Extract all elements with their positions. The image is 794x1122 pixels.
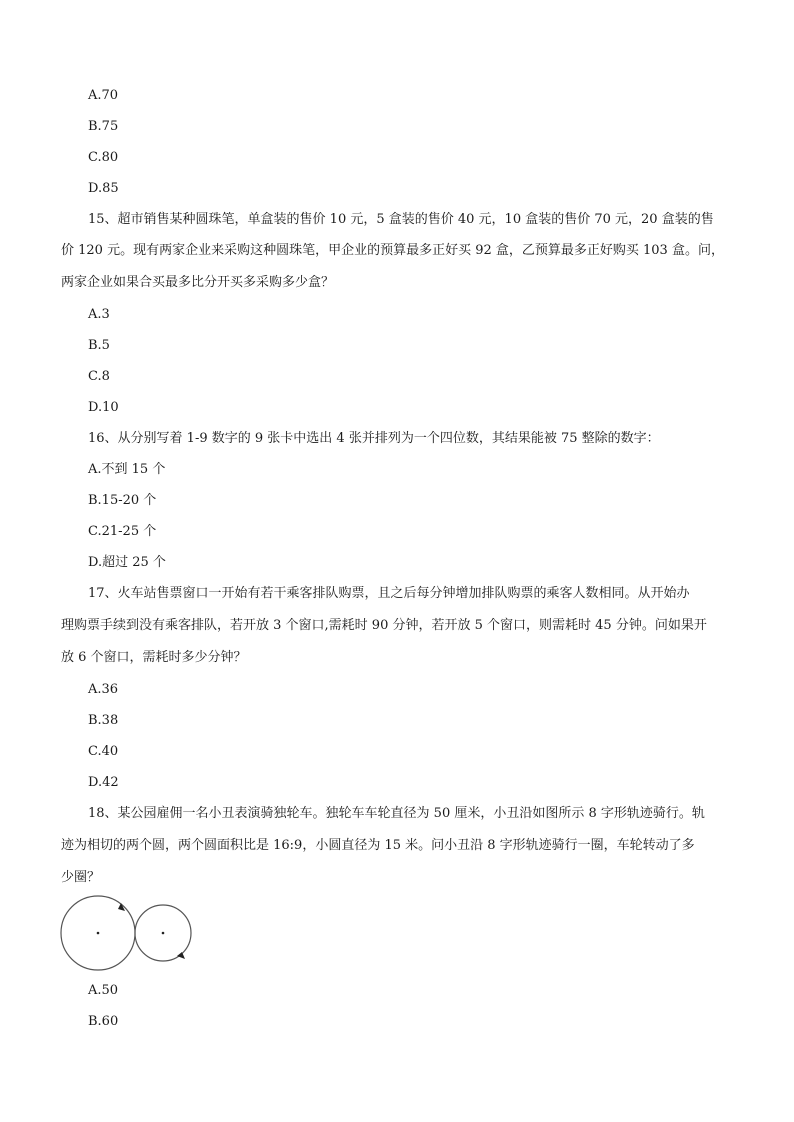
q15-stem-line-2: 价 120 元。现有两家企业来采购这种圆珠笔，甲企业的预算最多正好买 92 盒，乙预算最多正好购买 103 盒。问， xyxy=(61,243,724,258)
q15-stem-line-3: 两家企业如果合买最多比分开买多采购多少盒？ xyxy=(61,275,335,290)
q18-stem-line-2: 迹为相切的两个圆，两个圆面积比是 16:9，小圆直径为 15 米。问小丑沿 8 字形轨迹骑行一圈，车轮转动了多 xyxy=(61,838,695,853)
q14-option-a: A.70 xyxy=(88,88,119,103)
q16-option-d: D.超过 25 个 xyxy=(88,555,166,570)
q17-stem-line-1: 17、火车站售票窗口一开始有若干乘客排队购票，且之后每分钟增加排队购票的乘客人数相同。从开始办 xyxy=(88,586,690,601)
q18-option-a: A.50 xyxy=(88,983,119,998)
q15-option-a: A.3 xyxy=(88,307,110,322)
q17-option-d: D.42 xyxy=(88,775,119,790)
q14-option-c: C.80 xyxy=(88,150,119,165)
q16-stem-line-1: 16、从分别写着 1-9 数字的 9 张卡中选出 4 张并排列为一个四位数，其结果能被 75 整除的数字： xyxy=(88,431,660,446)
small-circle-center xyxy=(162,932,165,935)
q18-option-b: B.60 xyxy=(88,1014,119,1029)
q17-option-a: A.36 xyxy=(88,682,119,697)
q18-stem-line-3: 少圈？ xyxy=(61,870,101,885)
large-circle-center xyxy=(97,932,100,935)
direction-arrow-icon xyxy=(177,952,185,959)
q16-option-b: B.15-20 个 xyxy=(88,493,157,508)
q18-stem-line-1: 18、某公园雇佣一名小丑表演骑独轮车。独轮车车轮直径为 50 厘米，小丑沿如图所示 8 字形轨迹骑行。轨 xyxy=(88,806,705,821)
q14-option-b: B.75 xyxy=(88,119,119,134)
q17-option-b: B.38 xyxy=(88,713,119,728)
q14-option-d: D.85 xyxy=(88,181,119,196)
q15-option-d: D.10 xyxy=(88,400,119,415)
q17-option-c: C.40 xyxy=(88,744,119,759)
figure-eight-track-diagram xyxy=(60,893,200,975)
q15-option-c: C.8 xyxy=(88,369,110,384)
q17-stem-line-2: 理购票手续到没有乘客排队，若开放 3 个窗口,需耗时 90 分钟，若开放 5 个窗口，则需耗时 45 分钟。问如果开 xyxy=(61,618,707,633)
q15-option-b: B.5 xyxy=(88,338,110,353)
q16-option-a: A.不到 15 个 xyxy=(88,462,166,477)
q15-stem-line-1: 15、超市销售某种圆珠笔，单盒装的售价 10 元，5 盒装的售价 40 元，10 盒装的售价 70 元，20 盒装的售 xyxy=(88,212,714,227)
q17-stem-line-3: 放 6 个窗口，需耗时多少分钟？ xyxy=(61,650,247,665)
q16-option-c: C.21-25 个 xyxy=(88,524,157,539)
